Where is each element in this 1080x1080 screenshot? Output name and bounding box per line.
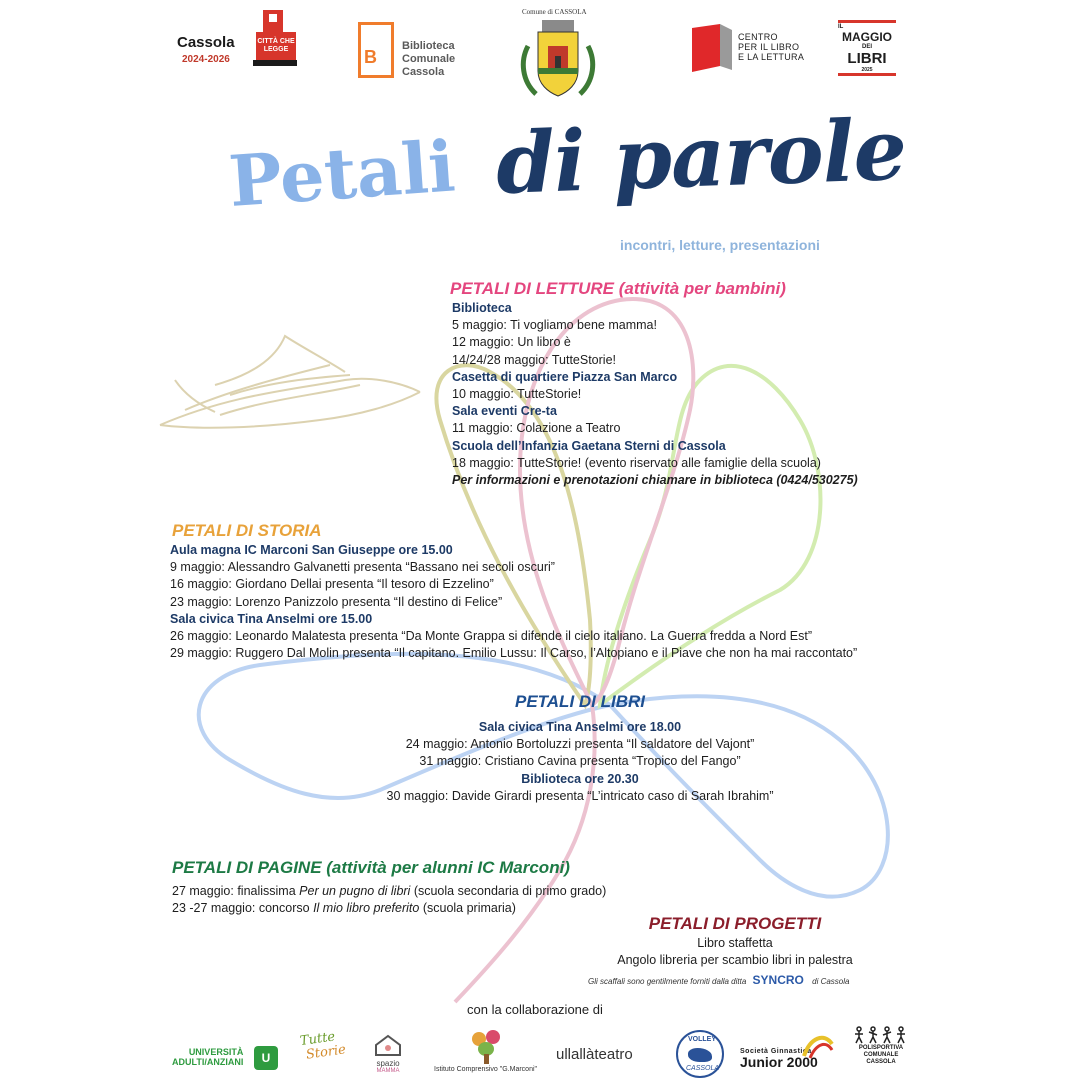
venue-heading: Aula magna IC Marconi San Giuseppe ore 15.00 bbox=[170, 543, 453, 557]
universita-adulti-logo bbox=[172, 1047, 243, 1067]
section-letture bbox=[450, 279, 858, 489]
event-item: 5 maggio: Ti vogliamo bene mamma! bbox=[452, 318, 657, 333]
pagine-item bbox=[172, 883, 606, 900]
polisportiva-line: CASSOLA bbox=[866, 1059, 896, 1065]
tutte-storie-logo bbox=[299, 1029, 347, 1063]
biblioteca-logo-text bbox=[402, 40, 455, 79]
section-title-progetti: PETALI DI PROGETTI bbox=[648, 914, 822, 933]
section-storia bbox=[170, 521, 857, 662]
event-item: 29 maggio: Ruggero Dal Molin presenta “Il capitano. Emilio Lussu: Il Carso, l’Altopiano e il Piave che non ha mai raccontato” bbox=[170, 646, 858, 661]
subtitle: incontri, letture, presentazioni bbox=[620, 237, 820, 253]
venue-heading: Scuola dell’Infanzia Gaetana Sterni di Cassola bbox=[452, 438, 726, 453]
info-note: Per informazioni e prenotazioni chiamare in biblioteca (0424/530275) bbox=[452, 473, 858, 488]
junior-swoosh-icon bbox=[800, 1030, 836, 1060]
venue-heading: Casetta di quartiere Piazza San Marco bbox=[452, 369, 678, 384]
progetti-item: Angolo libreria per scambio libri in palestra bbox=[617, 953, 853, 968]
event-item: 14/24/28 maggio: TutteStorie! bbox=[452, 352, 616, 367]
universita-ua-icon: U bbox=[254, 1046, 278, 1070]
event-item: 30 maggio: Davide Girardi presenta “L’intricato caso di Sarah Ibrahim” bbox=[386, 788, 774, 803]
section-title-libri: PETALI DI LIBRI bbox=[514, 692, 645, 711]
venue-heading: Biblioteca bbox=[452, 301, 512, 315]
cepell-line: PER IL LIBRO bbox=[738, 42, 800, 52]
collaboration-label: con la collaborazione di bbox=[467, 1002, 603, 1017]
ic-marconi-tree-icon bbox=[470, 1030, 504, 1064]
pagine-emphasis: Per un pugno di libri bbox=[299, 884, 411, 898]
venue-heading: Sala eventi Cre-ta bbox=[452, 404, 557, 419]
biblioteca-line: Cassola bbox=[402, 66, 445, 78]
section-pagine bbox=[172, 858, 606, 917]
event-item: 31 maggio: Cristiano Cavina presenta “Tropico del Fango” bbox=[419, 754, 741, 769]
pagine-text: 27 maggio: finalissima bbox=[172, 884, 300, 898]
polisportiva-figures-icon bbox=[853, 1026, 909, 1044]
spazio-mamma-logo bbox=[373, 1034, 403, 1074]
ullalla-teatro-logo: ullallàteatro bbox=[556, 1046, 633, 1063]
event-item: 9 maggio: Alessandro Galvanetti presenta “Bassano nei secoli oscuri” bbox=[170, 560, 555, 575]
spazio-mamma-line: MAMMA bbox=[376, 1068, 400, 1074]
syncro-logo: SYNCRO bbox=[752, 973, 804, 987]
maggio-line: LIBRI bbox=[847, 50, 887, 67]
letture-list bbox=[452, 300, 858, 489]
biblioteca-b-icon: B bbox=[358, 22, 394, 78]
volley-line: CASSOLA bbox=[686, 1065, 720, 1072]
section-title-storia: PETALI DI STORIA bbox=[172, 521, 322, 540]
polisportiva-line: POLISPORTIVA bbox=[858, 1045, 904, 1051]
credit-text: di Cassola bbox=[812, 977, 850, 986]
house-icon bbox=[373, 1034, 403, 1056]
venue-heading: Sala civica Tina Anselmi ore 15.00 bbox=[170, 611, 373, 626]
event-item: 11 maggio: Colazione a Teatro bbox=[452, 421, 621, 436]
pagine-text: (scuola primaria) bbox=[419, 901, 516, 916]
pagine-text: 23 -27 maggio: concorso bbox=[172, 901, 314, 916]
polisportiva-line: COMUNALE bbox=[863, 1052, 899, 1058]
comune-label: Comune di CASSOLA bbox=[522, 8, 587, 16]
uni-line: ADULTI/ANZIANI bbox=[172, 1057, 244, 1067]
pagine-emphasis: Il mio libro preferito bbox=[313, 901, 420, 916]
libri-list bbox=[300, 719, 860, 805]
event-item: 12 maggio: Un libro è bbox=[452, 335, 571, 350]
section-title-pagine: PETALI DI PAGINE (attività per alunni IC Marconi) bbox=[172, 858, 570, 877]
biblioteca-line: Comunale bbox=[402, 53, 456, 65]
cepell-logo-text bbox=[738, 32, 804, 62]
junior-line: Junior 2000 bbox=[740, 1054, 818, 1070]
venue-heading: Biblioteca ore 20.30 bbox=[521, 771, 639, 786]
progetti-item: Libro staffetta bbox=[697, 936, 773, 950]
title-petali: Petali bbox=[226, 124, 458, 223]
event-item: 24 maggio: Antonio Bortoluzzi presenta “Il saldatore del Vajont” bbox=[405, 737, 755, 752]
maggio-year: 2025 bbox=[861, 67, 873, 73]
event-item: 16 maggio: Giordano Dellai presenta “Il tesoro di Ezzelino” bbox=[170, 577, 494, 592]
volley-cassola-logo bbox=[676, 1030, 724, 1078]
cassola-logo-years: 2024-2026 bbox=[182, 54, 230, 65]
section-libri bbox=[300, 692, 860, 805]
comune-coat-of-arms-icon bbox=[518, 16, 598, 104]
event-item: 10 maggio: TutteStorie! bbox=[452, 387, 582, 402]
tutte-storie-line: Tutte bbox=[299, 1029, 337, 1050]
cepell-line: CENTRO bbox=[738, 32, 778, 42]
polisportiva-logo-text bbox=[850, 1045, 912, 1066]
storia-list bbox=[170, 542, 857, 662]
cassola-logo-name: Cassola bbox=[177, 34, 235, 51]
venue-heading: Sala civica Tina Anselmi ore 18.00 bbox=[478, 720, 682, 734]
title-di-parole: di parole bbox=[494, 99, 908, 213]
section-progetti bbox=[600, 914, 870, 969]
biblioteca-line: Biblioteca bbox=[402, 40, 455, 52]
syncro-credit bbox=[588, 973, 849, 987]
junior-line: Società Ginnastica bbox=[740, 1048, 812, 1055]
citta-che-legge-logo bbox=[253, 10, 297, 68]
cepell-line: E LA LETTURA bbox=[738, 52, 805, 62]
maggio-small-mid: DEI bbox=[861, 44, 872, 50]
section-title-letture: PETALI DI LETTURE (attività per bambini) bbox=[450, 279, 786, 298]
uni-line: UNIVERSITÀ bbox=[188, 1047, 244, 1057]
event-item: 26 maggio: Leonardo Malatesta presenta “Da Monte Grappa si difende il cielo italiano. La Guerra fredda a Nord Est” bbox=[170, 629, 813, 644]
spazio-mamma-line: spazio bbox=[376, 1059, 400, 1068]
volley-line: VOLLEY bbox=[688, 1036, 717, 1043]
citta-che-legge-label: CITTÀ CHE LEGGE bbox=[256, 32, 296, 60]
event-item: 18 maggio: TutteStorie! (evento riservato alle famiglie della scuola) bbox=[452, 455, 821, 470]
event-item: 23 maggio: Lorenzo Panizzolo presenta “Il destino di Felice” bbox=[170, 594, 503, 609]
tutte-storie-line: Storie bbox=[305, 1042, 347, 1063]
cepell-book-icon bbox=[690, 22, 734, 74]
pagine-item bbox=[172, 900, 606, 917]
ic-marconi-label: Istituto Comprensivo "G.Marconi" bbox=[434, 1066, 538, 1073]
credit-text: Gli scaffali sono gentilmente forniti dalla ditta bbox=[588, 977, 747, 986]
maggio-small-top: IL bbox=[838, 24, 844, 30]
maggio-dei-libri-logo bbox=[838, 20, 896, 76]
maggio-line: MAGGIO bbox=[842, 30, 892, 44]
pagine-text: (scuola secondaria di primo grado) bbox=[410, 884, 607, 898]
